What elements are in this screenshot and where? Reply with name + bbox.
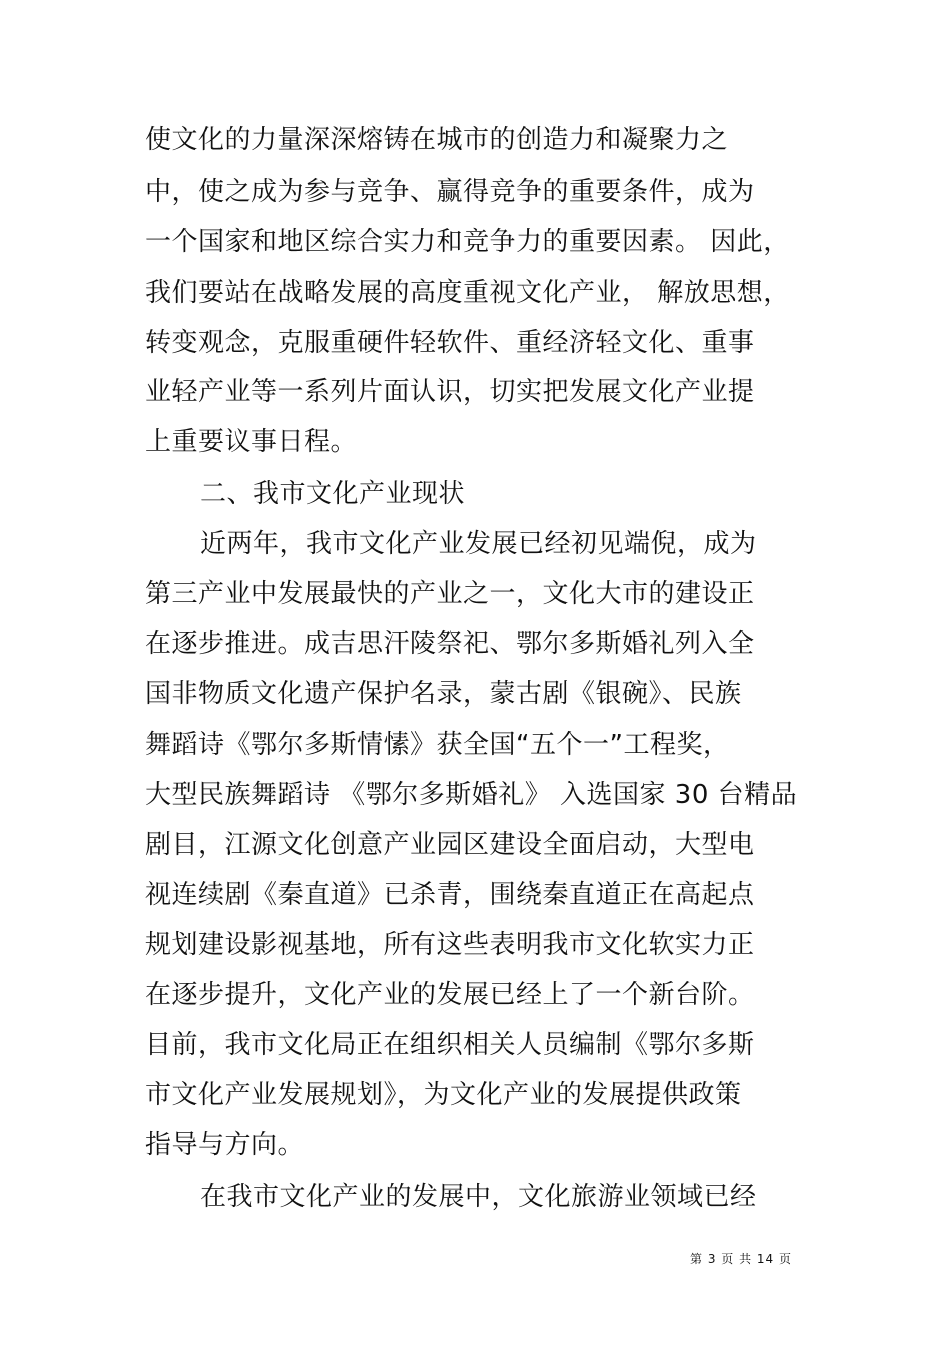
body-text-line: 视连续剧《秦直道》已杀青，围绕秦直道正在高起点	[145, 880, 755, 910]
body-text-line: 在我市文化产业的发展中，文化旅游业领域已经	[200, 1182, 757, 1212]
body-text-line: 使文化的力量深深熔铸在城市的创造力和凝聚力之	[145, 125, 729, 155]
body-text-line: 国非物质文化遗产保护名录，蒙古剧《银碗》、民族	[145, 679, 742, 709]
section-heading: 二、我市文化产业现状	[200, 479, 466, 509]
body-text-line: 我们要站在战略发展的高度重视文化产业， 解放思想，	[145, 278, 790, 308]
body-text-line: 市文化产业发展规划》，为文化产业的发展提供政策	[145, 1080, 742, 1110]
body-text-line: 剧目，江源文化创意产业园区建设全面启动，大型电	[145, 830, 755, 860]
body-text-line: 大型民族舞蹈诗 《鄂尔多斯婚礼》 入选国家 30 台精品	[145, 780, 798, 810]
body-text-line: 转变观念，克服重硬件轻软件、重经济轻文化、重事	[145, 328, 755, 358]
body-text-line: 第三产业中发展最快的产业之一，文化大市的建设正	[145, 579, 755, 609]
body-text-line: 规划建设影视基地，所有这些表明我市文化软实力正	[145, 930, 755, 960]
body-text-line: 业轻产业等一系列片面认识，切实把发展文化产业提	[145, 377, 755, 407]
body-text-line: 近两年，我市文化产业发展已经初见端倪，成为	[200, 529, 757, 559]
body-text-line: 中，使之成为参与竞争、赢得竞争的重要条件，成为	[145, 177, 755, 207]
body-text-line: 指导与方向。	[145, 1130, 305, 1160]
body-text-line: 上重要议事日程。	[145, 427, 358, 457]
body-text-line: 目前，我市文化局正在组织相关人员编制《鄂尔多斯	[145, 1030, 755, 1060]
body-text-line: 一个国家和地区综合实力和竞争力的重要因素。 因此，	[145, 227, 790, 257]
body-text-line: 在逐步推进。成吉思汗陵祭祀、鄂尔多斯婚礼列入全	[145, 629, 755, 659]
page-number-footer: 第 3 页 共 14 页	[690, 1252, 792, 1266]
body-text-line: 在逐步提升，文化产业的发展已经上了一个新台阶。	[145, 980, 755, 1010]
body-text-line: 舞蹈诗《鄂尔多斯情愫》获全国“五个一”工程奖，	[145, 730, 730, 760]
